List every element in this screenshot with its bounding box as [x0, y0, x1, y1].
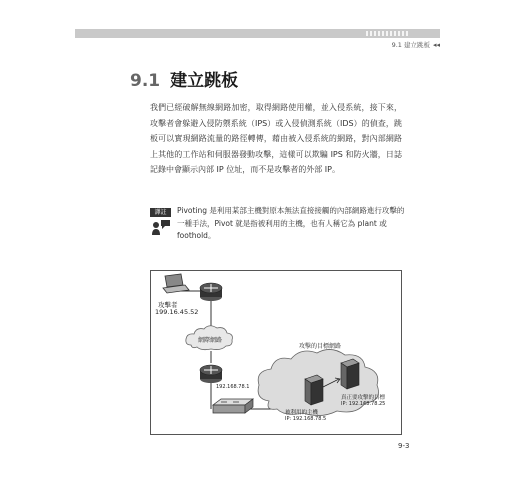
pivot-host-label: 被利用的主機 — [285, 410, 319, 416]
switch-icon — [213, 399, 253, 413]
note-text: Pivoting 是利用某部主機對原本無法直接接觸的內部網路進行攻擊的一種手法，Pivot 就是指被利用的主機，也有人稱它為 plant 或 foothold。 — [177, 206, 405, 240]
network-diagram — [150, 270, 402, 435]
router-icon-bottom — [200, 365, 222, 383]
header-decoration — [366, 31, 410, 36]
page-number: 9-3 — [398, 442, 410, 450]
running-head-text: 9.1 建立跳板 — [391, 41, 430, 49]
attacker-ip: 199.16.45.52 — [155, 308, 199, 316]
section-title: 建立跳板 — [170, 71, 239, 91]
internet-label: 網際網路 — [198, 337, 223, 344]
target-host-ip: IP: 192.168.78.25 — [341, 401, 386, 407]
router-icon-top — [200, 283, 222, 301]
section-number: 9.1 — [130, 71, 161, 91]
body-paragraph: 我們已經破解無線網路加密，取得網路使用權，並入侵系統，接下來，攻擊者會躲避入侵防禦系統（IPS）或入侵偵測系統（IDS）的偵查，跳板可以實現網路流量的路徑轉傳，藉由被入侵系統的網路，對內部網路上其他的工作站和伺服器發動攻擊，這樣可以欺騙 IPS 和防火牆，日誌記錄中會顯示內部 IP 位址，而不是攻擊者的外部 IP。 — [150, 103, 402, 174]
double-arrow-icon: ◂◂ — [432, 41, 440, 49]
speech-bubble-person-icon — [151, 219, 171, 239]
server-icon-pivot — [305, 375, 323, 405]
target-network-label: 攻擊的目標網路 — [299, 343, 342, 350]
diagram-graphics — [151, 271, 403, 436]
pivot-host-ip: IP: 192.168.78.5 — [285, 416, 327, 422]
router-ip: 192.168.78.1 — [216, 384, 250, 390]
laptop-icon — [163, 274, 189, 293]
section-heading — [130, 66, 238, 91]
attacker-label: 攻擊者 — [158, 301, 178, 309]
note-tag: 譯註 — [150, 208, 171, 217]
running-head — [75, 40, 440, 49]
server-icon-target — [341, 359, 359, 389]
target-host-label: 真正要攻擊的目標 — [341, 395, 386, 401]
